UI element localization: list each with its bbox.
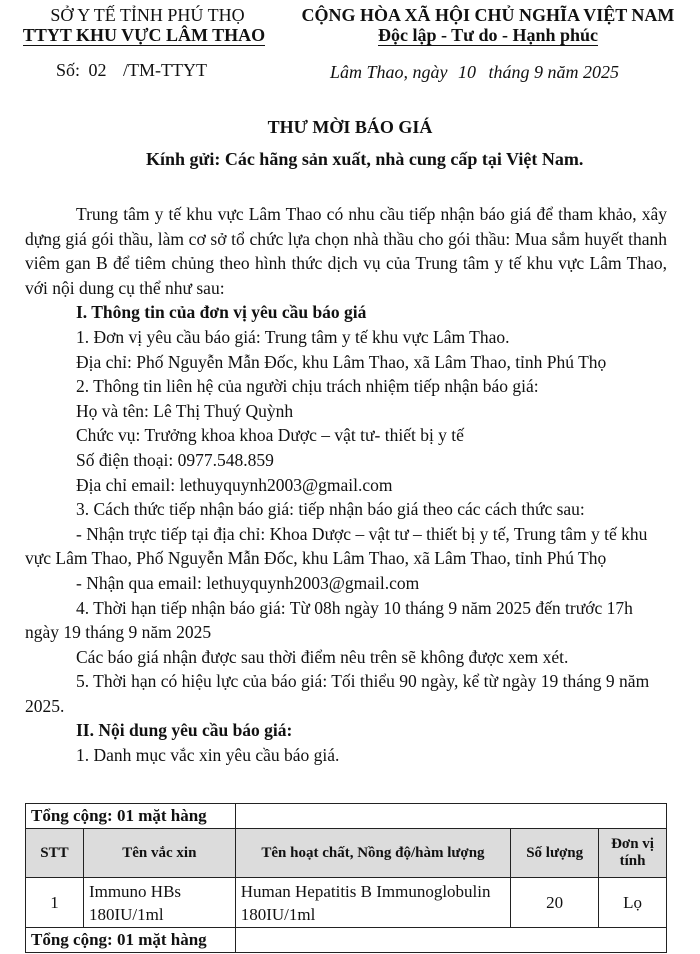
motto — [292, 24, 684, 46]
table-total-bottom — [26, 928, 667, 953]
contact-intro: 2. Thông tin liên hệ của người chịu trách nhiệm tiếp nhận báo giá: — [76, 376, 539, 397]
body-content — [25, 202, 667, 768]
document-title: THƯ MỜI BÁO GIÁ — [267, 117, 433, 137]
greeting: Kính gửi: Các hãng sản xuất, nhà cung cấp tại Việt Nam. — [146, 149, 584, 169]
col-unit: Đơn vị tính — [599, 829, 667, 878]
doc-code: /TM-TTYT — [123, 60, 207, 80]
doc-number — [56, 60, 207, 81]
section1-heading: I. Thông tin của đơn vị yêu cầu báo giá — [76, 302, 367, 323]
unit-address: Địa chỉ: Phố Nguyễn Mẫn Đốc, khu Lâm Thao, xã Lâm Thao, tỉnh Phú Thọ — [76, 351, 607, 372]
requesting-unit: 1. Đơn vị yêu cầu báo giá: Trung tâm y tế khu vực Lâm Thao. — [76, 326, 510, 347]
receive-method: 3. Cách thức tiếp nhận báo giá: tiếp nhận báo giá theo các cách thức sau: — [76, 499, 585, 520]
contact-position: Chức vụ: Trưởng khoa khoa Dược – vật tư- thiết bị y tế — [76, 425, 464, 446]
row-stt: 1 — [26, 878, 84, 928]
vaccine-table — [25, 803, 667, 953]
receive-deadline: 4. Thời hạn tiếp nhận báo giá: Từ 08h ngày 10 tháng 9 năm 2025 đến trước 17h ngày 19 tháng 9 năm 2025 — [25, 597, 633, 643]
row-vaccine: Immuno HBs 180IU/1ml — [83, 878, 235, 928]
vaccine-list-intro: 1. Danh mục vắc xin yêu cầu báo giá. — [76, 745, 340, 766]
row-unit: Lọ — [599, 878, 667, 928]
col-quantity: Số lượng — [511, 829, 599, 878]
total-empty-top — [235, 804, 666, 829]
receive-direct: - Nhận trực tiếp tại địa chỉ: Khoa Dược – vật tư – thiết bị y tế, Trung tâm y tế khu vực Lâm Thao, Phố Nguyễn Mẫn Đốc, khu Lâm Thao, xã Lâm Thao, tỉnh Phú Thọ — [25, 523, 648, 569]
total-empty-bottom — [235, 928, 666, 953]
row-ingredient: Human Hepatitis B Immunoglobulin 180IU/1ml — [235, 878, 511, 928]
place-date — [330, 62, 619, 83]
center-name-text: TTYT KHU VỰC LÂM THAO — [22, 25, 266, 45]
contact-phone: Số điện thoại: 0977.548.859 — [76, 449, 274, 470]
row-quantity: 20 — [511, 878, 599, 928]
date-day: 10 — [458, 62, 477, 82]
quote-validity: 5. Thời hạn có hiệu lực của báo giá: Tối thiểu 90 ngày, kể từ ngày 19 tháng 9 năm 2025. — [25, 671, 650, 716]
total-label-bottom: Tổng cộng: 01 mặt hàng — [26, 928, 236, 953]
intro-paragraph: Trung tâm y tế khu vực Lâm Thao có nhu cầu tiếp nhận báo giá để tham khảo, xây dựng giá gói thầu, làm cơ sở tổ chức lựa chọn nhà thầu cho gói thầu: Mua sắm huyết thanh viêm gan B để tiêm chủng theo hình thức dịch vụ của Trung tâm y tế khu vực Lâm Thao, với nội dung cụ thể như sau: — [25, 204, 667, 298]
nation-title: CỘNG HÒA XÃ HỘI CHỦ NGHĨA VIỆT NAM — [301, 5, 675, 25]
late-note: Các báo giá nhận được sau thời điểm nêu trên sẽ không được xem xét. — [76, 646, 569, 667]
department-name: SỞ Y TẾ TỈNH PHÚ THỌ — [50, 5, 245, 25]
motto-text: Độc lập - Tư do - Hạnh phúc — [377, 25, 599, 45]
center-name — [18, 24, 270, 46]
table-total-top — [26, 804, 667, 829]
col-stt: STT — [26, 829, 84, 878]
col-vaccine: Tên vắc xin — [83, 829, 235, 878]
date-month-year: tháng 9 năm 2025 — [488, 62, 620, 82]
contact-email: Địa chỉ email: lethuyquynh2003@gmail.com — [76, 474, 393, 495]
table-row — [26, 878, 667, 928]
total-label-top: Tổng cộng: 01 mặt hàng — [26, 804, 236, 829]
doc-number-value: 02 — [88, 60, 107, 80]
col-ingredient: Tên hoạt chất, Nồng độ/hàm lượng — [235, 829, 511, 878]
section2-heading: II. Nội dung yêu cầu báo giá: — [76, 720, 293, 741]
table-header — [26, 829, 667, 878]
receive-email: - Nhận qua email: lethuyquynh2003@gmail.com — [76, 572, 420, 593]
place-label: Lâm Thao, ngày — [330, 62, 448, 82]
contact-name: Họ và tên: Lê Thị Thuý Quỳnh — [76, 400, 294, 421]
doc-number-label: Số: — [56, 60, 81, 80]
